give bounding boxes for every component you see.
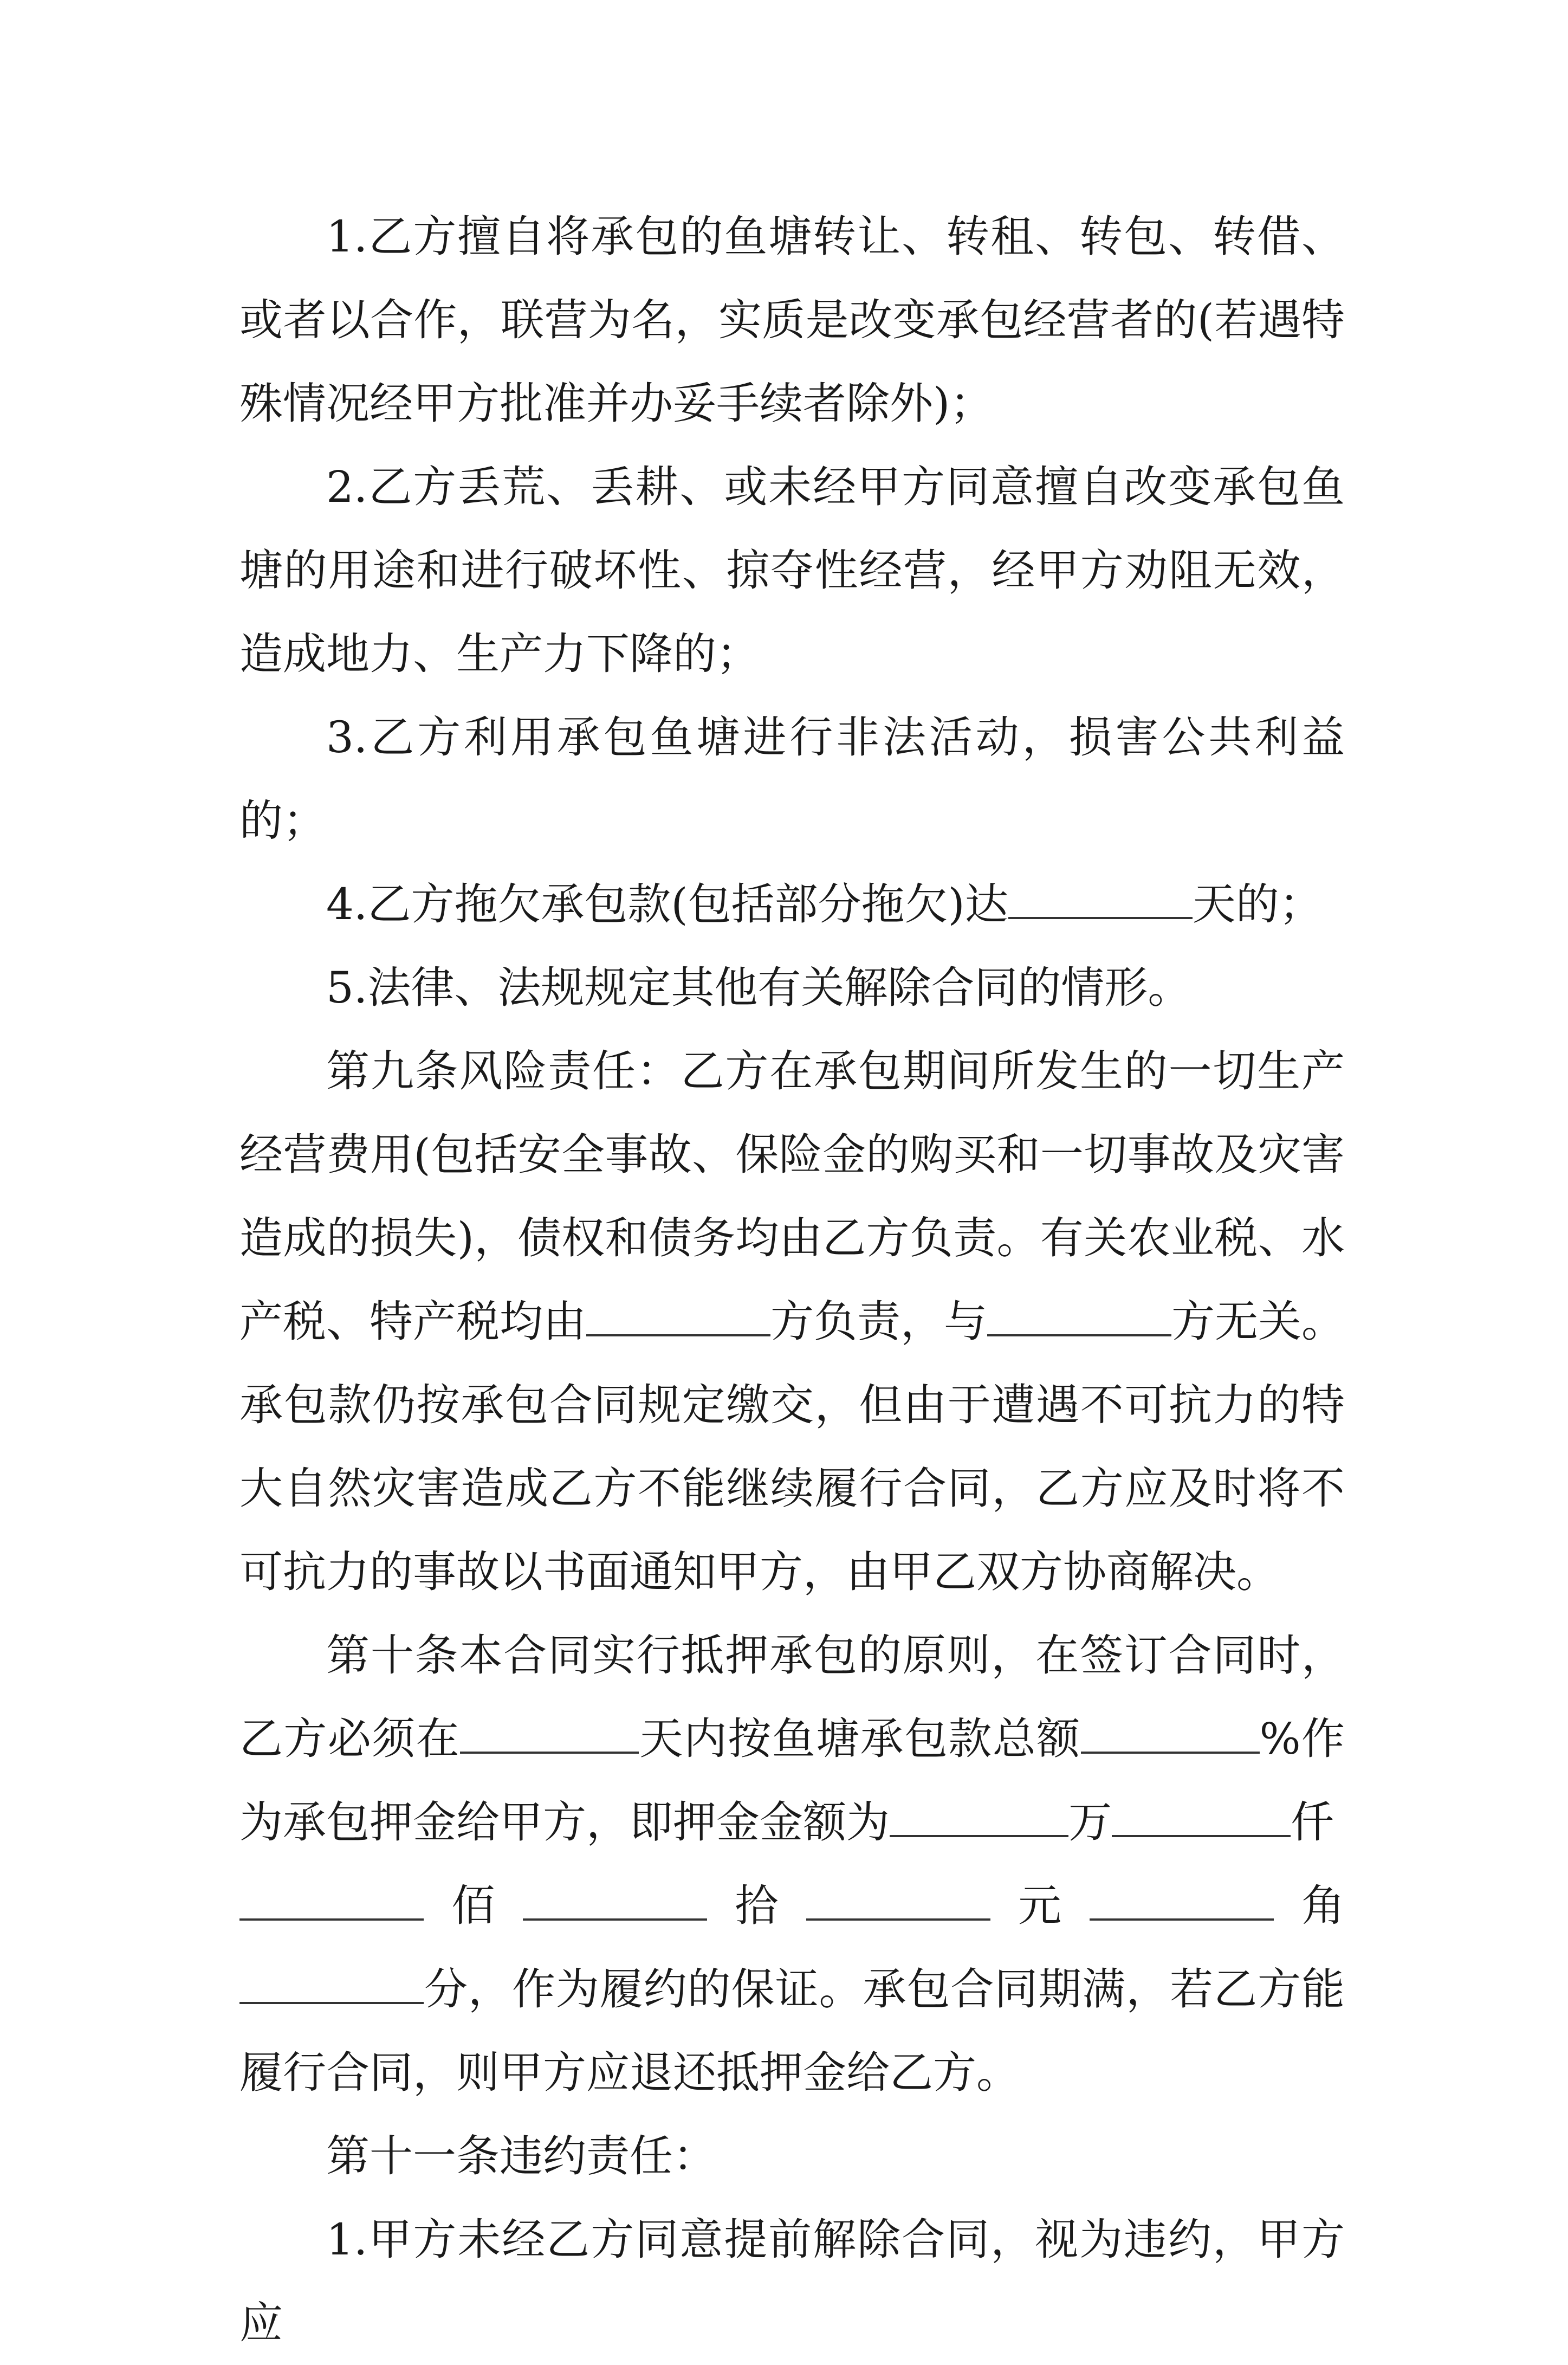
article-10-guarantee [239, 1948, 1345, 2115]
clause-5-legal [239, 946, 1345, 1030]
article-10-text-a: 第十条本合同实行抵押承包的原则，在签订合同时，乙方必须在 [239, 1630, 1345, 1764]
clause-1-text: 1.乙方擅自将承包的鱼塘转让、转租、转包、转借、或者以合作，联营为名，实质是改变承包经营者的(若遇特殊情况经甲方批准并办妥手续者除外)； [239, 211, 1345, 429]
blank-amount-fen [239, 1991, 424, 2004]
deposit-amount-row [239, 1864, 1345, 1948]
clause-4-arrears [239, 863, 1345, 946]
article-11-heading [239, 2115, 1345, 2198]
blank-amount-jiao [1090, 1908, 1274, 1921]
blank-unrelated-party [987, 1323, 1171, 1336]
blank-amount-shi [523, 1908, 707, 1921]
blank-amount-qian [1112, 1824, 1291, 1837]
article-9-text-c: 方无关。承包款仍按承包合同规定缴交，但由于遭遇不可抗力的特大自然灾害造成乙方不能继续履行合同，乙方应及时将不可抗力的事故以书面通知甲方，由甲乙双方协商解决。 [239, 1296, 1345, 1597]
clause-4-text-b: 天的； [1192, 879, 1323, 929]
blank-amount-bai [239, 1908, 424, 1921]
blank-days-arrears [1008, 906, 1193, 919]
clause-2-abandon [239, 445, 1345, 696]
blank-responsible-party [586, 1323, 770, 1336]
article-10-text-j: 分，作为履约的保证。承包合同期满，若乙方能履行合同，则甲方应退还抵押金给乙方。 [239, 1964, 1345, 2098]
article-9-text-b: 方负责，与 [770, 1296, 987, 1347]
unit-yuan: 元 [1018, 1881, 1062, 1931]
clause-3-text: 3.乙方利用承包鱼塘进行非法活动，损害公共利益的； [239, 712, 1345, 846]
blank-amount-yuan [806, 1908, 990, 1921]
clause-3-illegal [239, 696, 1345, 863]
article-11-clause-1 [239, 2198, 1345, 2365]
article-10-text-c: %作为承包押金给甲方，即押金金额为 [239, 1714, 1345, 1847]
article-9-risk [239, 1030, 1345, 1614]
blank-deposit-days [460, 1741, 639, 1754]
blank-amount-wan [890, 1824, 1068, 1837]
blank-deposit-percent [1081, 1741, 1260, 1754]
unit-jiao: 角 [1301, 1881, 1345, 1931]
unit-shi: 拾 [735, 1881, 779, 1931]
article-10-text-b: 天内按鱼塘承包款总额 [639, 1714, 1081, 1764]
article-9-text-a: 第九条风险责任：乙方在承包期间所发生的一切生产经营费用(包括安全事故、保险金的购买和一切事故及灾害造成的损失)，债权和债务均由乙方负责。有关农业税、水产税、特产税均由 [239, 1046, 1345, 1347]
unit-qian: 仟 [1291, 1797, 1334, 1847]
clause-5-text: 5.法律、法规规定其他有关解除合同的情形。 [326, 962, 1191, 1013]
unit-wan: 万 [1068, 1797, 1112, 1847]
contract-body [239, 195, 1345, 2365]
clause-4-text-a: 4.乙方拖欠承包款(包括部分拖欠)达 [326, 879, 1008, 929]
article-10-deposit [239, 1614, 1345, 1864]
unit-bai: 佰 [451, 1881, 495, 1931]
article-11-text: 第十一条违约责任： [326, 2131, 716, 2181]
clause-1-transfer [239, 195, 1345, 445]
article-11-clause-1-text: 1.甲方未经乙方同意提前解除合同，视为违约，甲方应 [239, 2214, 1345, 2348]
clause-2-text: 2.乙方丢荒、丢耕、或未经甲方同意擅自改变承包鱼塘的用途和进行破坏性、掠夺性经营，经甲方劝阻无效，造成地力、生产力下降的； [239, 462, 1345, 679]
